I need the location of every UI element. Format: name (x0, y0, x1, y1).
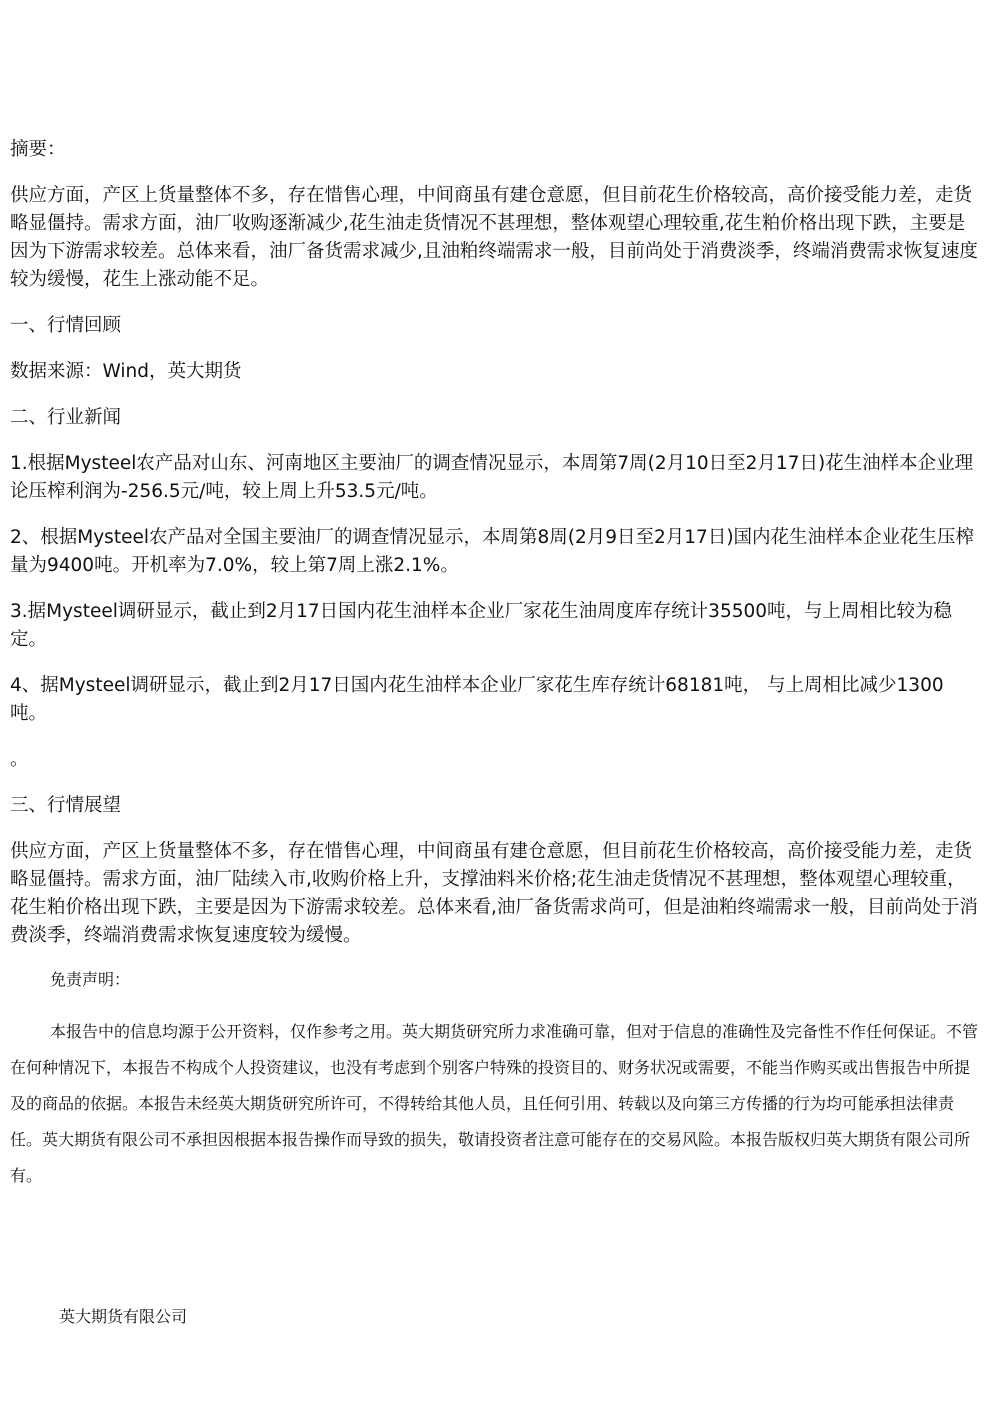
news-item: 3.据Mysteel调研显示，截止到2月17日国内花生油样本企业厂家花生油周度库存统计35500吨，与上周相比较为稳定。 (10, 601, 953, 650)
stray-period: 。 (10, 749, 29, 770)
section-heading-market-review: 一、行情回顾 (10, 315, 122, 336)
company-name: 英大期货有限公司 (59, 1307, 188, 1326)
disclaimer-paragraph: 本报告中的信息均源于公开资料，仅作参考之用。英大期货研究所力求准确可靠，但对于信息的准确性及完备性不作任何保证。不管在何种情况下，本报告不构成个人投资建议，也没有考虑到个别客户特殊的投资目的、财务状况或需要，不能当作购买或出售报告中所提及的商品的依据。本报告未经英大期货研究所许可，不得转给其他人员，且任何引用、转载以及向第三方传播的行为均可能承担法律责任。英大期货有限公司不承担因根据本报告操作而导致的损失，敬请投资者注意可能存在的交易风险。本报告版权归英大期货有限公司所有。 (10, 1022, 979, 1185)
summary-label: 摘要： (10, 139, 66, 160)
report-body (10, 136, 978, 1194)
section-heading-outlook: 三、行情展望 (10, 795, 122, 816)
disclaimer-title: 免责声明： (50, 970, 131, 989)
data-source-note: 数据来源：Wind，英大期货 (10, 361, 242, 382)
summary-paragraph: 供应方面，产区上货量整体不多，存在惜售心理，中间商虽有建仓意愿，但目前花生价格较高，高价接受能力差，走货略显僵持。需求方面，油厂收购逐渐减少,花生油走货情况不甚理想，整体观望心理较重,花生粕价格出现下跌，主要是因为下游需求较差。总体来看，油厂备货需求减少,且油粕终端需求一般，目前尚处于消费淡季，终端消费需求恢复速度较为缓慢，花生上涨动能不足。 (10, 185, 978, 290)
news-item: 1.根据Mysteel农产品对山东、河南地区主要油厂的调查情况显示，本周第7周(2月10日至2月17日)花生油样本企业理论压榨利润为-256.5元/吨，较上周上升53.5元/吨。 (10, 453, 974, 502)
news-item: 2、根据Mysteel农产品对全国主要油厂的调查情况显示，本周第8周(2月9日至2月17日)国内花生油样本企业花生压榨量为9400吨。开机率为7.0%，较上第7周上涨2.1%。 (10, 527, 975, 576)
section-heading-industry-news: 二、行业新闻 (10, 407, 122, 428)
news-item: 4、据Mysteel调研显示，截止到2月17日国内花生油样本企业厂家花生库存统计68181吨， 与上周相比减少1300吨。 (10, 675, 944, 724)
outlook-paragraph: 供应方面，产区上货量整体不多，存在惜售心理，中间商虽有建仓意愿，但目前花生价格较高，高价接受能力差，走货略显僵持。需求方面，油厂陆续入市,收购价格上升，支撑油料米价格;花生油走货情况不甚理想，整体观望心理较重，花生粕价格出现下跌，主要是因为下游需求较差。总体来看,油厂备货需求尚可，但是油粕终端需求一般，目前尚处于消费淡季，终端消费需求恢复速度较为缓慢。 (10, 841, 978, 946)
